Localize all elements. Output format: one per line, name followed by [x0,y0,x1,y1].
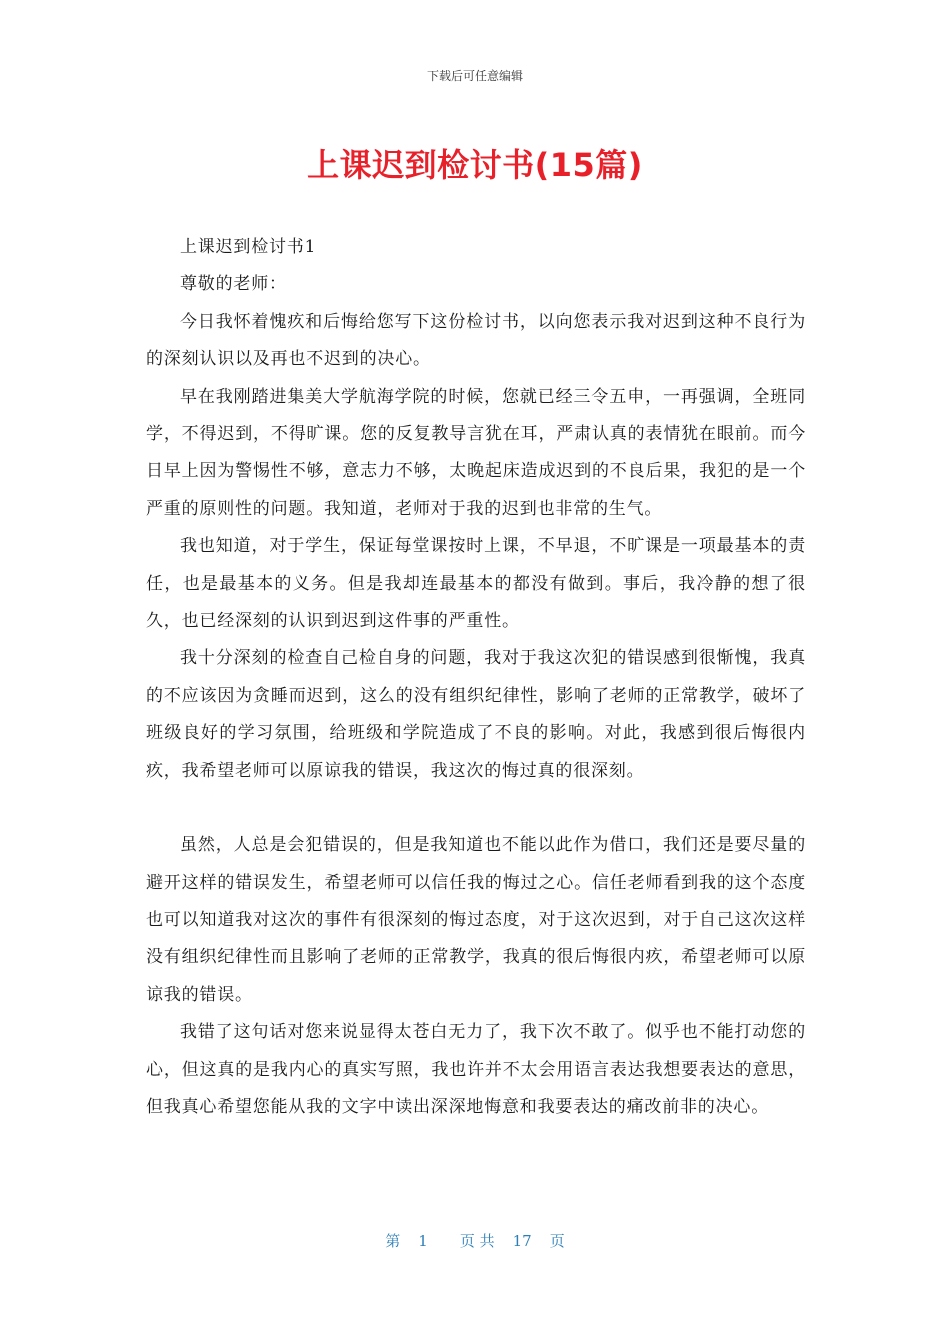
footer-prefix: 第 [385,1232,401,1250]
current-page-number: 1 [418,1232,428,1250]
document-title: 上课迟到检讨书(15篇) [307,146,643,184]
header-note: 下载后可任意编辑 [426,69,523,83]
paragraph: 我十分深刻的检查自己检自身的问题，我对于我这次犯的错误感到很惭愧，我真的不应该因为贪睡而迟到，这么的没有组织纪律性，影响了老师的正常教学，破坏了班级良好的学习氛围，给班级和学院造成了不良的影响。对此，我感到很后悔很内疚，我希望老师可以原谅我的错误，我这次的悔过真的很深刻。 [146,648,806,781]
paragraph: 我错了这句话对您来说显得太苍白无力了，我下次不敢了。似乎也不能打动您的心，但这真的是我内心的真实写照，我也许并不太会用语言表达我想要表达的意思，但我真心希望您能从我的文字中读出深深地悔意和我要表达的痛改前非的决心。 [146,1022,806,1117]
document-body [146,229,806,1126]
salutation: 尊敬的老师： [180,274,287,295]
footer-suffix: 页 [549,1232,565,1250]
footer-middle: 页 共 [459,1232,495,1250]
paragraph: 虽然，人总是会犯错误的，但是我知道也不能以此作为借口，我们还是要尽量的避开这样的错误发生，希望老师可以信任我的悔过之心。信任老师看到我的这个态度也可以知道我对这次的事件有很深刻的悔过态度，对于这次迟到，对于自己这次这样没有组织纪律性而且影响了老师的正常教学，我真的很后悔很内疚，希望老师可以原谅我的错误。 [146,835,806,1005]
total-page-count: 17 [512,1232,532,1250]
section-heading: 上课迟到检讨书1 [180,237,317,257]
paragraph: 我也知道，对于学生，保证每堂课按时上课，不早退，不旷课是一项最基本的责任，也是最基本的义务。但是我却连最基本的都没有做到。事后，我冷静的想了很久，也已经深刻的认识到迟到这件事的严重性。 [146,536,806,632]
paragraph: 今日我怀着愧疚和后悔给您写下这份检讨书，以向您表示我对迟到这种不良行为的深刻认识以及再也不迟到的决心。 [146,311,806,370]
paragraph: 早在我刚踏进集美大学航海学院的时候，您就已经三令五申，一再强调，全班同学，不得迟到，不得旷课。您的反复教导言犹在耳，严肃认真的表情犹在眼前。而今日早上因为警惕性不够，意志力不够，太晚起床造成迟到的不良后果，我犯的是一个严重的原则性的问题。我知道，老师对于我的迟到也非常的生气。 [146,386,806,519]
page-footer [0,1230,950,1251]
